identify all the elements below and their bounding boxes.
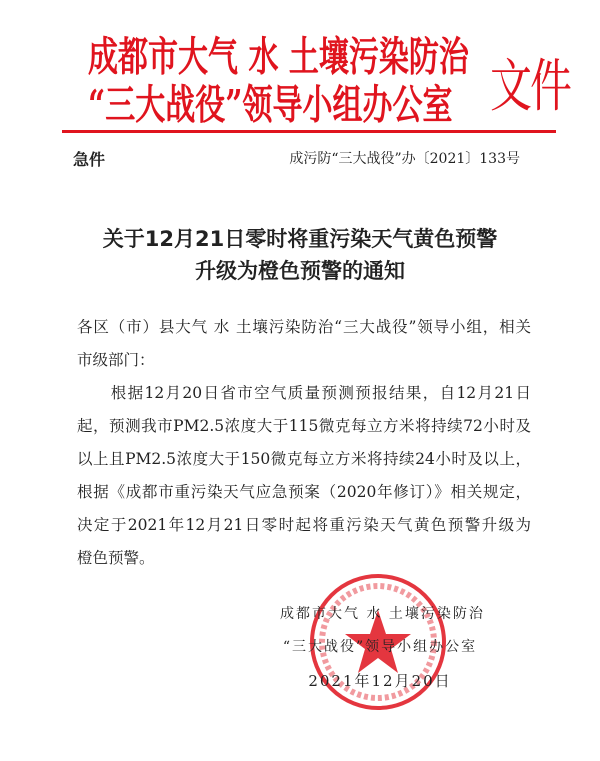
issuer-header-line2: “三大战役”领导小组办公室 <box>88 81 453 130</box>
body-line: 橙色预警。 <box>77 549 155 567</box>
body-line: 起，预测我市PM2.5浓度大于115微克每立方米将持续72小时及 <box>77 417 531 435</box>
signature-issuer-line2: “三大战役”领导小组办公室 <box>282 639 478 655</box>
body-line: 根据12月20日省市空气质量预测预报结果，自12月21日 <box>77 384 531 402</box>
urgency-label: 急件 <box>73 150 106 169</box>
issuer-header-line1: 成都市大气 水 土壤污染防治 <box>88 33 469 82</box>
title-line2: 升级为橙色预警的通知 <box>195 259 405 283</box>
body-line: 各区（市）县大气 水 土壤污染防治“三大战役”领导小组，相关 <box>77 318 531 336</box>
document-number: 成污防“三大战役”办〔2021〕133号 <box>289 151 520 167</box>
body-line: 决定于2021年12月21日零时起将重污染天气黄色预警升级为 <box>77 516 531 534</box>
body-line: 市级部门： <box>77 351 155 369</box>
document-type-label: 文件 <box>490 52 571 119</box>
signature-date: 2021年12月20日 <box>308 672 452 690</box>
title-line1: 关于12月21日零时将重污染天气黄色预警 <box>102 227 498 251</box>
body-line: 以上且PM2.5浓度大于150微克每立方米将持续24小时及以上， <box>77 450 531 468</box>
body-line: 根据《成都市重污染天气应急预案（2020年修订）》相关规定， <box>77 483 531 501</box>
red-divider <box>62 130 556 133</box>
signature-issuer-line1: 成都市大气 水 土壤污染防治 <box>280 606 485 622</box>
